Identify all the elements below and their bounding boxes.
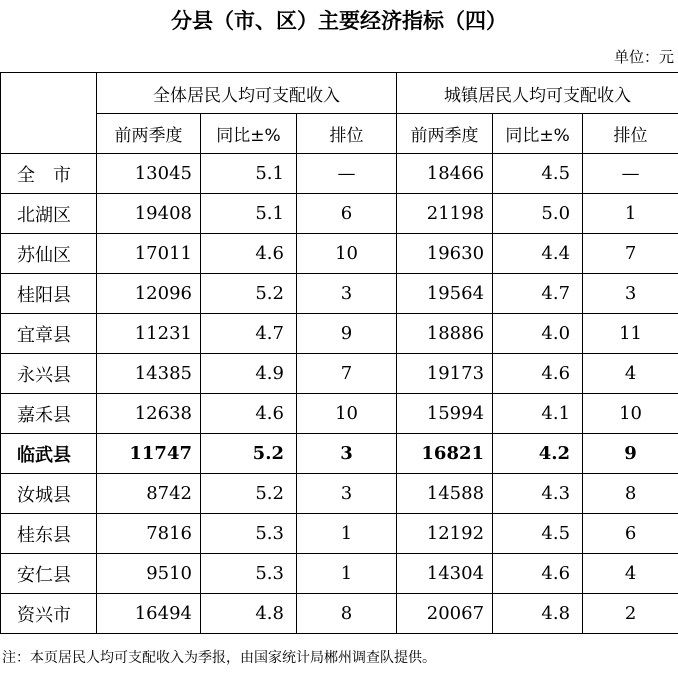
all-income-yoy: 5.1 [201, 154, 297, 194]
corner-cell [1, 73, 97, 154]
footnote: 注：本页居民人均可支配收入为季报，由国家统计局郴州调查队提供。 [2, 650, 436, 666]
col-header-urban-yoy: 同比±% [493, 114, 583, 154]
all-income-rank: 3 [297, 434, 397, 474]
all-income-yoy: 4.6 [201, 394, 297, 434]
all-income-value: 14385 [97, 354, 201, 394]
all-income-value: 9510 [97, 554, 201, 594]
urban-income-value: 14304 [397, 554, 493, 594]
urban-income-rank: — [583, 154, 678, 194]
all-income-yoy: 5.2 [201, 434, 297, 474]
all-income-yoy: 5.3 [201, 514, 297, 554]
table-row [1, 594, 678, 634]
page-title: 分县（市、区）主要经济指标（四） [171, 9, 507, 33]
all-income-value: 12638 [97, 394, 201, 434]
urban-income-yoy: 4.7 [493, 274, 583, 314]
urban-income-rank: 4 [583, 554, 678, 594]
all-income-rank: 3 [297, 474, 397, 514]
urban-income-rank: 2 [583, 594, 678, 634]
urban-income-yoy: 4.4 [493, 234, 583, 274]
col-header-urban-value: 前两季度 [397, 114, 493, 154]
all-income-rank: 9 [297, 314, 397, 354]
region-name: 永兴县 [1, 354, 97, 394]
all-income-yoy: 5.2 [201, 474, 297, 514]
urban-income-yoy: 4.2 [493, 434, 583, 474]
region-name: 临武县 [1, 434, 97, 474]
region-name: 汝城县 [1, 474, 97, 514]
table-row [1, 474, 678, 514]
all-income-rank: — [297, 154, 397, 194]
urban-income-value: 18886 [397, 314, 493, 354]
table-row [1, 514, 678, 554]
region-name: 桂东县 [1, 514, 97, 554]
all-income-yoy: 4.6 [201, 234, 297, 274]
urban-income-yoy: 4.1 [493, 394, 583, 434]
urban-income-rank: 9 [583, 434, 678, 474]
urban-income-value: 12192 [397, 514, 493, 554]
all-income-value: 16494 [97, 594, 201, 634]
region-name: 嘉禾县 [1, 394, 97, 434]
urban-income-rank: 11 [583, 314, 678, 354]
all-income-value: 7816 [97, 514, 201, 554]
all-income-yoy: 4.8 [201, 594, 297, 634]
all-income-yoy: 4.9 [201, 354, 297, 394]
table-row [1, 554, 678, 594]
urban-income-value: 19564 [397, 274, 493, 314]
all-income-rank: 8 [297, 594, 397, 634]
urban-income-yoy: 5.0 [493, 194, 583, 234]
urban-income-value: 19630 [397, 234, 493, 274]
urban-income-value: 21198 [397, 194, 493, 234]
region-name: 苏仙区 [1, 234, 97, 274]
urban-income-rank: 1 [583, 194, 678, 234]
all-income-value: 19408 [97, 194, 201, 234]
all-income-rank: 1 [297, 514, 397, 554]
col-header-all-rank: 排位 [297, 114, 397, 154]
unit-label: 单位：元 [613, 48, 674, 66]
all-income-value: 8742 [97, 474, 201, 514]
urban-income-value: 19173 [397, 354, 493, 394]
urban-income-value: 20067 [397, 594, 493, 634]
urban-income-rank: 8 [583, 474, 678, 514]
urban-income-rank: 6 [583, 514, 678, 554]
urban-income-yoy: 4.6 [493, 354, 583, 394]
group-header-urban-residents: 城镇居民人均可支配收入 [397, 73, 678, 114]
all-income-yoy: 4.7 [201, 314, 297, 354]
urban-income-value: 16821 [397, 434, 493, 474]
all-income-rank: 3 [297, 274, 397, 314]
all-income-rank: 6 [297, 194, 397, 234]
all-income-rank: 10 [297, 234, 397, 274]
urban-income-yoy: 4.5 [493, 514, 583, 554]
urban-income-yoy: 4.6 [493, 554, 583, 594]
urban-income-yoy: 4.8 [493, 594, 583, 634]
all-income-rank: 7 [297, 354, 397, 394]
table-row [1, 274, 678, 314]
region-name: 宜章县 [1, 314, 97, 354]
urban-income-rank: 4 [583, 354, 678, 394]
economic-indicators-table [0, 72, 678, 634]
all-income-rank: 1 [297, 554, 397, 594]
table-row [1, 354, 678, 394]
region-name: 北湖区 [1, 194, 97, 234]
all-income-value: 12096 [97, 274, 201, 314]
col-header-all-value: 前两季度 [97, 114, 201, 154]
all-income-value: 11747 [97, 434, 201, 474]
urban-income-yoy: 4.0 [493, 314, 583, 354]
table-row [1, 234, 678, 274]
table-row [1, 314, 678, 354]
table-row [1, 194, 678, 234]
col-header-urban-rank: 排位 [583, 114, 678, 154]
table-row [1, 394, 678, 434]
table-row [1, 434, 678, 474]
table-body [1, 154, 678, 634]
urban-income-yoy: 4.5 [493, 154, 583, 194]
region-name: 安仁县 [1, 554, 97, 594]
region-name: 全 市 [1, 154, 97, 194]
urban-income-value: 14588 [397, 474, 493, 514]
all-income-yoy: 5.2 [201, 274, 297, 314]
all-income-value: 11231 [97, 314, 201, 354]
urban-income-rank: 10 [583, 394, 678, 434]
table-row [1, 154, 678, 194]
all-income-value: 17011 [97, 234, 201, 274]
urban-income-yoy: 4.3 [493, 474, 583, 514]
all-income-rank: 10 [297, 394, 397, 434]
urban-income-rank: 3 [583, 274, 678, 314]
region-name: 资兴市 [1, 594, 97, 634]
urban-income-rank: 7 [583, 234, 678, 274]
region-name: 桂阳县 [1, 274, 97, 314]
all-income-yoy: 5.3 [201, 554, 297, 594]
all-income-value: 13045 [97, 154, 201, 194]
urban-income-value: 15994 [397, 394, 493, 434]
group-header-all-residents: 全体居民人均可支配收入 [97, 73, 397, 114]
urban-income-value: 18466 [397, 154, 493, 194]
col-header-all-yoy: 同比±% [201, 114, 297, 154]
all-income-yoy: 5.1 [201, 194, 297, 234]
